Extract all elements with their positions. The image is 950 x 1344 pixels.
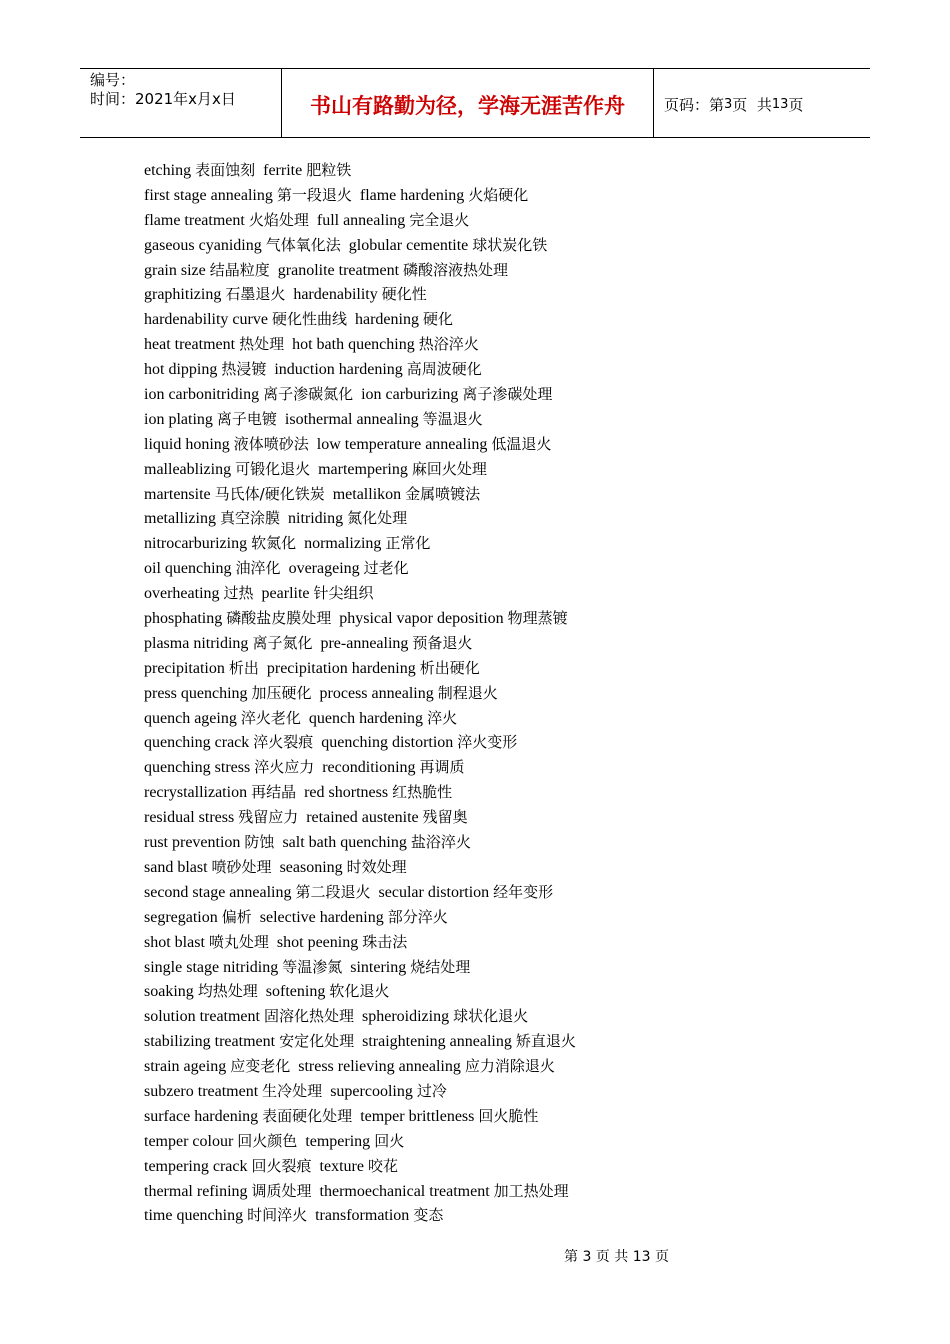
term-chinese: 过冷 bbox=[416, 1081, 447, 1100]
term-chinese: 经年变形 bbox=[493, 882, 554, 901]
term-english: flame hardening bbox=[359, 186, 465, 204]
term-chinese: 回火脆性 bbox=[478, 1106, 539, 1125]
term-english: press quenching bbox=[144, 684, 248, 702]
term-english: ion carburizing bbox=[361, 386, 459, 404]
term-chinese: 红热脆性 bbox=[392, 783, 453, 802]
term-english: heat treatment bbox=[144, 336, 236, 354]
term-english: surface hardening bbox=[144, 1107, 259, 1125]
glossary-row bbox=[144, 955, 864, 980]
term-chinese: 火焰处理 bbox=[248, 210, 309, 229]
term-english: hardenability bbox=[293, 286, 378, 304]
glossary-row bbox=[144, 1179, 864, 1204]
term-english: pearlite bbox=[261, 585, 310, 603]
term-english: low temperature annealing bbox=[316, 435, 488, 453]
term-english: graphitizing bbox=[144, 286, 222, 304]
term-chinese: 油淬化 bbox=[235, 559, 281, 578]
term-english: thermal refining bbox=[144, 1182, 248, 1200]
term-chinese: 偏析 bbox=[221, 907, 252, 926]
term-english: supercooling bbox=[330, 1082, 413, 1100]
term-english: quenching crack bbox=[144, 734, 250, 752]
term-english: full annealing bbox=[316, 211, 406, 229]
term-chinese: 硬化性曲线 bbox=[271, 310, 347, 329]
term-chinese: 应变老化 bbox=[230, 1057, 291, 1076]
glossary-row bbox=[144, 606, 864, 631]
term-chinese: 部分淬火 bbox=[387, 907, 448, 926]
term-english: strain ageing bbox=[144, 1058, 227, 1076]
term-english: spheroidizing bbox=[362, 1008, 450, 1026]
term-chinese: 回火颜色 bbox=[237, 1131, 298, 1150]
term-chinese: 离子氮化 bbox=[252, 633, 313, 652]
term-english: quench ageing bbox=[144, 709, 237, 727]
date-label: 时间：2021年x月x日 bbox=[90, 90, 236, 108]
glossary-row bbox=[144, 457, 864, 482]
glossary-row bbox=[144, 382, 864, 407]
glossary-row bbox=[144, 1154, 864, 1179]
term-chinese: 热处理 bbox=[239, 335, 285, 354]
term-english: plasma nitriding bbox=[144, 634, 249, 652]
page-mid: 页 共 bbox=[732, 95, 772, 114]
term-chinese: 离子渗碳处理 bbox=[462, 385, 553, 404]
term-chinese: 过老化 bbox=[363, 559, 409, 578]
term-english: grain size bbox=[144, 261, 206, 279]
term-chinese: 金属喷镀法 bbox=[405, 484, 481, 503]
term-english: sintering bbox=[350, 958, 407, 976]
glossary-row bbox=[144, 581, 864, 606]
term-chinese: 球状炭化铁 bbox=[472, 235, 548, 254]
term-chinese: 热浸镀 bbox=[221, 360, 267, 379]
glossary-row bbox=[144, 307, 864, 332]
glossary-row bbox=[144, 656, 864, 681]
term-english: precipitation hardening bbox=[266, 659, 416, 677]
term-english: hardening bbox=[354, 311, 419, 329]
term-chinese: 再调质 bbox=[419, 758, 465, 777]
glossary-row bbox=[144, 282, 864, 307]
term-english: ferrite bbox=[263, 162, 303, 179]
term-english: shot blast bbox=[144, 933, 205, 951]
term-chinese: 表面硬化处理 bbox=[262, 1106, 353, 1125]
glossary-row bbox=[144, 158, 864, 183]
term-english: martempering bbox=[318, 460, 408, 478]
term-chinese: 可锻化退火 bbox=[235, 459, 311, 478]
glossary-row bbox=[144, 930, 864, 955]
term-english: physical vapor deposition bbox=[339, 610, 504, 628]
term-english: metallikon bbox=[332, 485, 402, 503]
glossary-row bbox=[144, 706, 864, 731]
term-english: rust prevention bbox=[144, 834, 241, 852]
term-english: malleablizing bbox=[144, 460, 232, 478]
term-english: recrystallization bbox=[144, 784, 248, 802]
term-english: solution treatment bbox=[144, 1008, 260, 1026]
term-english: thermoechanical treatment bbox=[319, 1182, 490, 1200]
term-english: subzero treatment bbox=[144, 1082, 259, 1100]
term-chinese: 析出 bbox=[228, 658, 259, 677]
term-english: induction hardening bbox=[274, 361, 403, 379]
term-chinese: 加工热处理 bbox=[493, 1181, 569, 1200]
term-chinese: 表面蚀刻 bbox=[195, 161, 256, 179]
term-chinese: 真空涂膜 bbox=[219, 509, 280, 528]
term-english: quenching distortion bbox=[321, 734, 454, 752]
term-chinese: 离子渗碳氮化 bbox=[263, 385, 354, 404]
glossary-row bbox=[144, 880, 864, 905]
term-chinese: 第一段退火 bbox=[276, 185, 352, 204]
glossary-row bbox=[144, 357, 864, 382]
glossary-row bbox=[144, 631, 864, 656]
term-chinese: 热浴淬火 bbox=[418, 335, 479, 354]
glossary-row bbox=[144, 531, 864, 556]
term-chinese: 淬火裂痕 bbox=[253, 733, 314, 752]
term-english: second stage annealing bbox=[144, 883, 292, 901]
page-total: 13 bbox=[771, 96, 789, 112]
term-english: etching bbox=[144, 162, 192, 179]
term-english: transformation bbox=[315, 1207, 410, 1225]
glossary-row bbox=[144, 506, 864, 531]
page-header bbox=[80, 68, 870, 138]
term-english: selective hardening bbox=[259, 908, 384, 926]
glossary-row bbox=[144, 482, 864, 507]
term-english: overheating bbox=[144, 585, 220, 603]
term-chinese: 正常化 bbox=[385, 534, 431, 553]
term-chinese: 防蚀 bbox=[244, 833, 275, 852]
glossary-row bbox=[144, 208, 864, 233]
page-suffix: 页 bbox=[788, 95, 804, 114]
term-chinese: 氮化处理 bbox=[347, 509, 408, 528]
term-chinese: 回火 bbox=[374, 1131, 405, 1150]
term-english: martensite bbox=[144, 485, 211, 503]
term-english: softening bbox=[265, 983, 326, 1001]
term-chinese: 马氏体/硬化铁炭 bbox=[214, 484, 325, 503]
term-chinese: 制程退火 bbox=[437, 683, 498, 702]
term-english: time quenching bbox=[144, 1207, 244, 1225]
term-chinese: 针尖组织 bbox=[313, 584, 374, 603]
term-english: process annealing bbox=[319, 684, 434, 702]
term-english: globular cementite bbox=[348, 236, 469, 254]
term-english: sand blast bbox=[144, 858, 208, 876]
glossary-row bbox=[144, 233, 864, 258]
glossary-row bbox=[144, 556, 864, 581]
term-chinese: 回火裂痕 bbox=[251, 1156, 312, 1175]
glossary-row bbox=[144, 855, 864, 880]
term-chinese: 均热处理 bbox=[197, 982, 258, 1001]
page-num: 3 bbox=[724, 96, 733, 112]
glossary-row bbox=[144, 1054, 864, 1079]
page-footer: 第 3 页 共 13 页 bbox=[564, 1249, 669, 1265]
page-prefix: 页码：第 bbox=[664, 95, 725, 114]
glossary-row bbox=[144, 830, 864, 855]
term-english: secular distortion bbox=[378, 883, 490, 901]
term-chinese: 磷酸盐皮膜处理 bbox=[226, 609, 332, 628]
term-english: quenching stress bbox=[144, 759, 251, 777]
term-chinese: 喷丸处理 bbox=[208, 932, 269, 951]
header-meta bbox=[80, 69, 282, 137]
term-chinese: 盐浴淬火 bbox=[410, 833, 471, 852]
term-chinese: 麻回火处理 bbox=[411, 459, 487, 478]
term-english: flame treatment bbox=[144, 211, 245, 229]
term-english: retained austenite bbox=[306, 809, 419, 827]
glossary-row bbox=[144, 780, 864, 805]
term-english: oil quenching bbox=[144, 560, 232, 578]
term-english: granolite treatment bbox=[277, 261, 400, 279]
term-chinese: 淬火应力 bbox=[254, 758, 315, 777]
term-chinese: 石墨退火 bbox=[225, 285, 286, 304]
term-english: shot peening bbox=[276, 933, 359, 951]
term-chinese: 应力消除退火 bbox=[464, 1057, 555, 1076]
term-english: tempering crack bbox=[144, 1157, 248, 1175]
term-chinese: 过热 bbox=[223, 584, 254, 603]
term-english: hot bath quenching bbox=[292, 336, 415, 354]
term-chinese: 硬化性 bbox=[381, 285, 427, 304]
term-english: quench hardening bbox=[308, 709, 424, 727]
term-chinese: 残留应力 bbox=[238, 808, 299, 827]
glossary-row bbox=[144, 1004, 864, 1029]
term-chinese: 硬化 bbox=[422, 310, 453, 329]
term-chinese: 析出硬化 bbox=[419, 658, 480, 677]
term-chinese: 高周波硬化 bbox=[406, 360, 482, 379]
term-english: stress relieving annealing bbox=[298, 1058, 461, 1076]
term-english: phosphating bbox=[144, 610, 223, 628]
term-english: overageing bbox=[288, 560, 360, 578]
glossary-row bbox=[144, 730, 864, 755]
term-english: single stage nitriding bbox=[144, 958, 279, 976]
term-english: texture bbox=[319, 1157, 364, 1175]
header-page-number bbox=[654, 69, 870, 137]
term-chinese: 生冷处理 bbox=[262, 1081, 323, 1100]
term-chinese: 淬火变形 bbox=[457, 733, 518, 752]
term-chinese: 淬火 bbox=[427, 708, 458, 727]
glossary-row bbox=[144, 681, 864, 706]
glossary-list bbox=[144, 158, 864, 1228]
term-chinese: 球状化退火 bbox=[453, 1007, 529, 1026]
term-chinese: 淬火老化 bbox=[240, 708, 301, 727]
term-chinese: 烧结处理 bbox=[410, 957, 471, 976]
term-chinese: 软化退火 bbox=[329, 982, 390, 1001]
term-english: gaseous cyaniding bbox=[144, 236, 262, 254]
term-chinese: 结晶粒度 bbox=[209, 260, 270, 279]
term-chinese: 矫直退火 bbox=[515, 1032, 576, 1051]
term-chinese: 液体喷砂法 bbox=[233, 434, 309, 453]
term-english: precipitation bbox=[144, 659, 225, 677]
glossary-row bbox=[144, 905, 864, 930]
glossary-row bbox=[144, 1203, 864, 1228]
term-chinese: 软氮化 bbox=[251, 534, 297, 553]
term-english: ion carbonitriding bbox=[144, 386, 260, 404]
term-english: metallizing bbox=[144, 510, 216, 528]
term-chinese: 火焰硬化 bbox=[468, 185, 529, 204]
term-chinese: 低温退火 bbox=[491, 434, 552, 453]
term-english: straightening annealing bbox=[362, 1033, 512, 1051]
header-motto: 书山有路勤为径，学海无涯苦作舟 bbox=[282, 69, 654, 137]
glossary-row bbox=[144, 183, 864, 208]
term-chinese: 磷酸溶液热处理 bbox=[403, 260, 509, 279]
term-chinese: 变态 bbox=[413, 1206, 444, 1225]
term-chinese: 预备退火 bbox=[412, 633, 473, 652]
term-chinese: 第二段退火 bbox=[295, 882, 371, 901]
term-english: tempering bbox=[305, 1132, 371, 1150]
term-chinese: 安定化处理 bbox=[279, 1032, 355, 1051]
term-english: nitriding bbox=[288, 510, 344, 528]
glossary-row bbox=[144, 1029, 864, 1054]
term-english: isothermal annealing bbox=[284, 410, 419, 428]
term-chinese: 等温退火 bbox=[422, 409, 483, 428]
term-chinese: 离子电镀 bbox=[216, 409, 277, 428]
term-english: segregation bbox=[144, 908, 218, 926]
term-chinese: 残留奥 bbox=[422, 808, 468, 827]
term-english: liquid honing bbox=[144, 435, 230, 453]
serial-label: 编号： bbox=[90, 71, 136, 89]
term-english: temper brittleness bbox=[360, 1107, 475, 1125]
term-chinese: 气体氧化法 bbox=[265, 235, 341, 254]
term-chinese: 时间淬火 bbox=[247, 1206, 308, 1225]
term-chinese: 咬花 bbox=[367, 1156, 398, 1175]
term-chinese: 肥粒铁 bbox=[306, 161, 352, 179]
term-english: salt bath quenching bbox=[282, 834, 407, 852]
glossary-row bbox=[144, 407, 864, 432]
term-chinese: 固溶化热处理 bbox=[263, 1007, 354, 1026]
glossary-row bbox=[144, 332, 864, 357]
term-english: nitrocarburizing bbox=[144, 535, 248, 553]
glossary-row bbox=[144, 258, 864, 283]
term-chinese: 时效处理 bbox=[346, 857, 407, 876]
term-english: red shortness bbox=[304, 784, 389, 802]
term-english: first stage annealing bbox=[144, 186, 273, 204]
glossary-row bbox=[144, 432, 864, 457]
term-english: residual stress bbox=[144, 809, 235, 827]
term-chinese: 物理蒸镀 bbox=[507, 609, 568, 628]
term-english: reconditioning bbox=[322, 759, 416, 777]
term-english: seasoning bbox=[279, 858, 343, 876]
glossary-row bbox=[144, 755, 864, 780]
term-chinese: 再结晶 bbox=[251, 783, 297, 802]
term-english: stabilizing treatment bbox=[144, 1033, 276, 1051]
glossary-row bbox=[144, 979, 864, 1004]
glossary-row bbox=[144, 1104, 864, 1129]
term-english: soaking bbox=[144, 983, 194, 1001]
term-chinese: 喷砂处理 bbox=[211, 857, 272, 876]
term-chinese: 加压硬化 bbox=[251, 683, 312, 702]
term-english: hardenability curve bbox=[144, 311, 268, 329]
glossary-row bbox=[144, 1079, 864, 1104]
term-chinese: 完全退火 bbox=[409, 210, 470, 229]
term-english: normalizing bbox=[304, 535, 382, 553]
term-chinese: 等温渗氮 bbox=[282, 957, 343, 976]
term-english: ion plating bbox=[144, 410, 213, 428]
term-english: temper colour bbox=[144, 1132, 234, 1150]
glossary-row bbox=[144, 805, 864, 830]
term-chinese: 珠击法 bbox=[362, 932, 408, 951]
term-english: hot dipping bbox=[144, 361, 218, 379]
term-english: pre-annealing bbox=[320, 634, 409, 652]
term-chinese: 调质处理 bbox=[251, 1181, 312, 1200]
glossary-row bbox=[144, 1129, 864, 1154]
